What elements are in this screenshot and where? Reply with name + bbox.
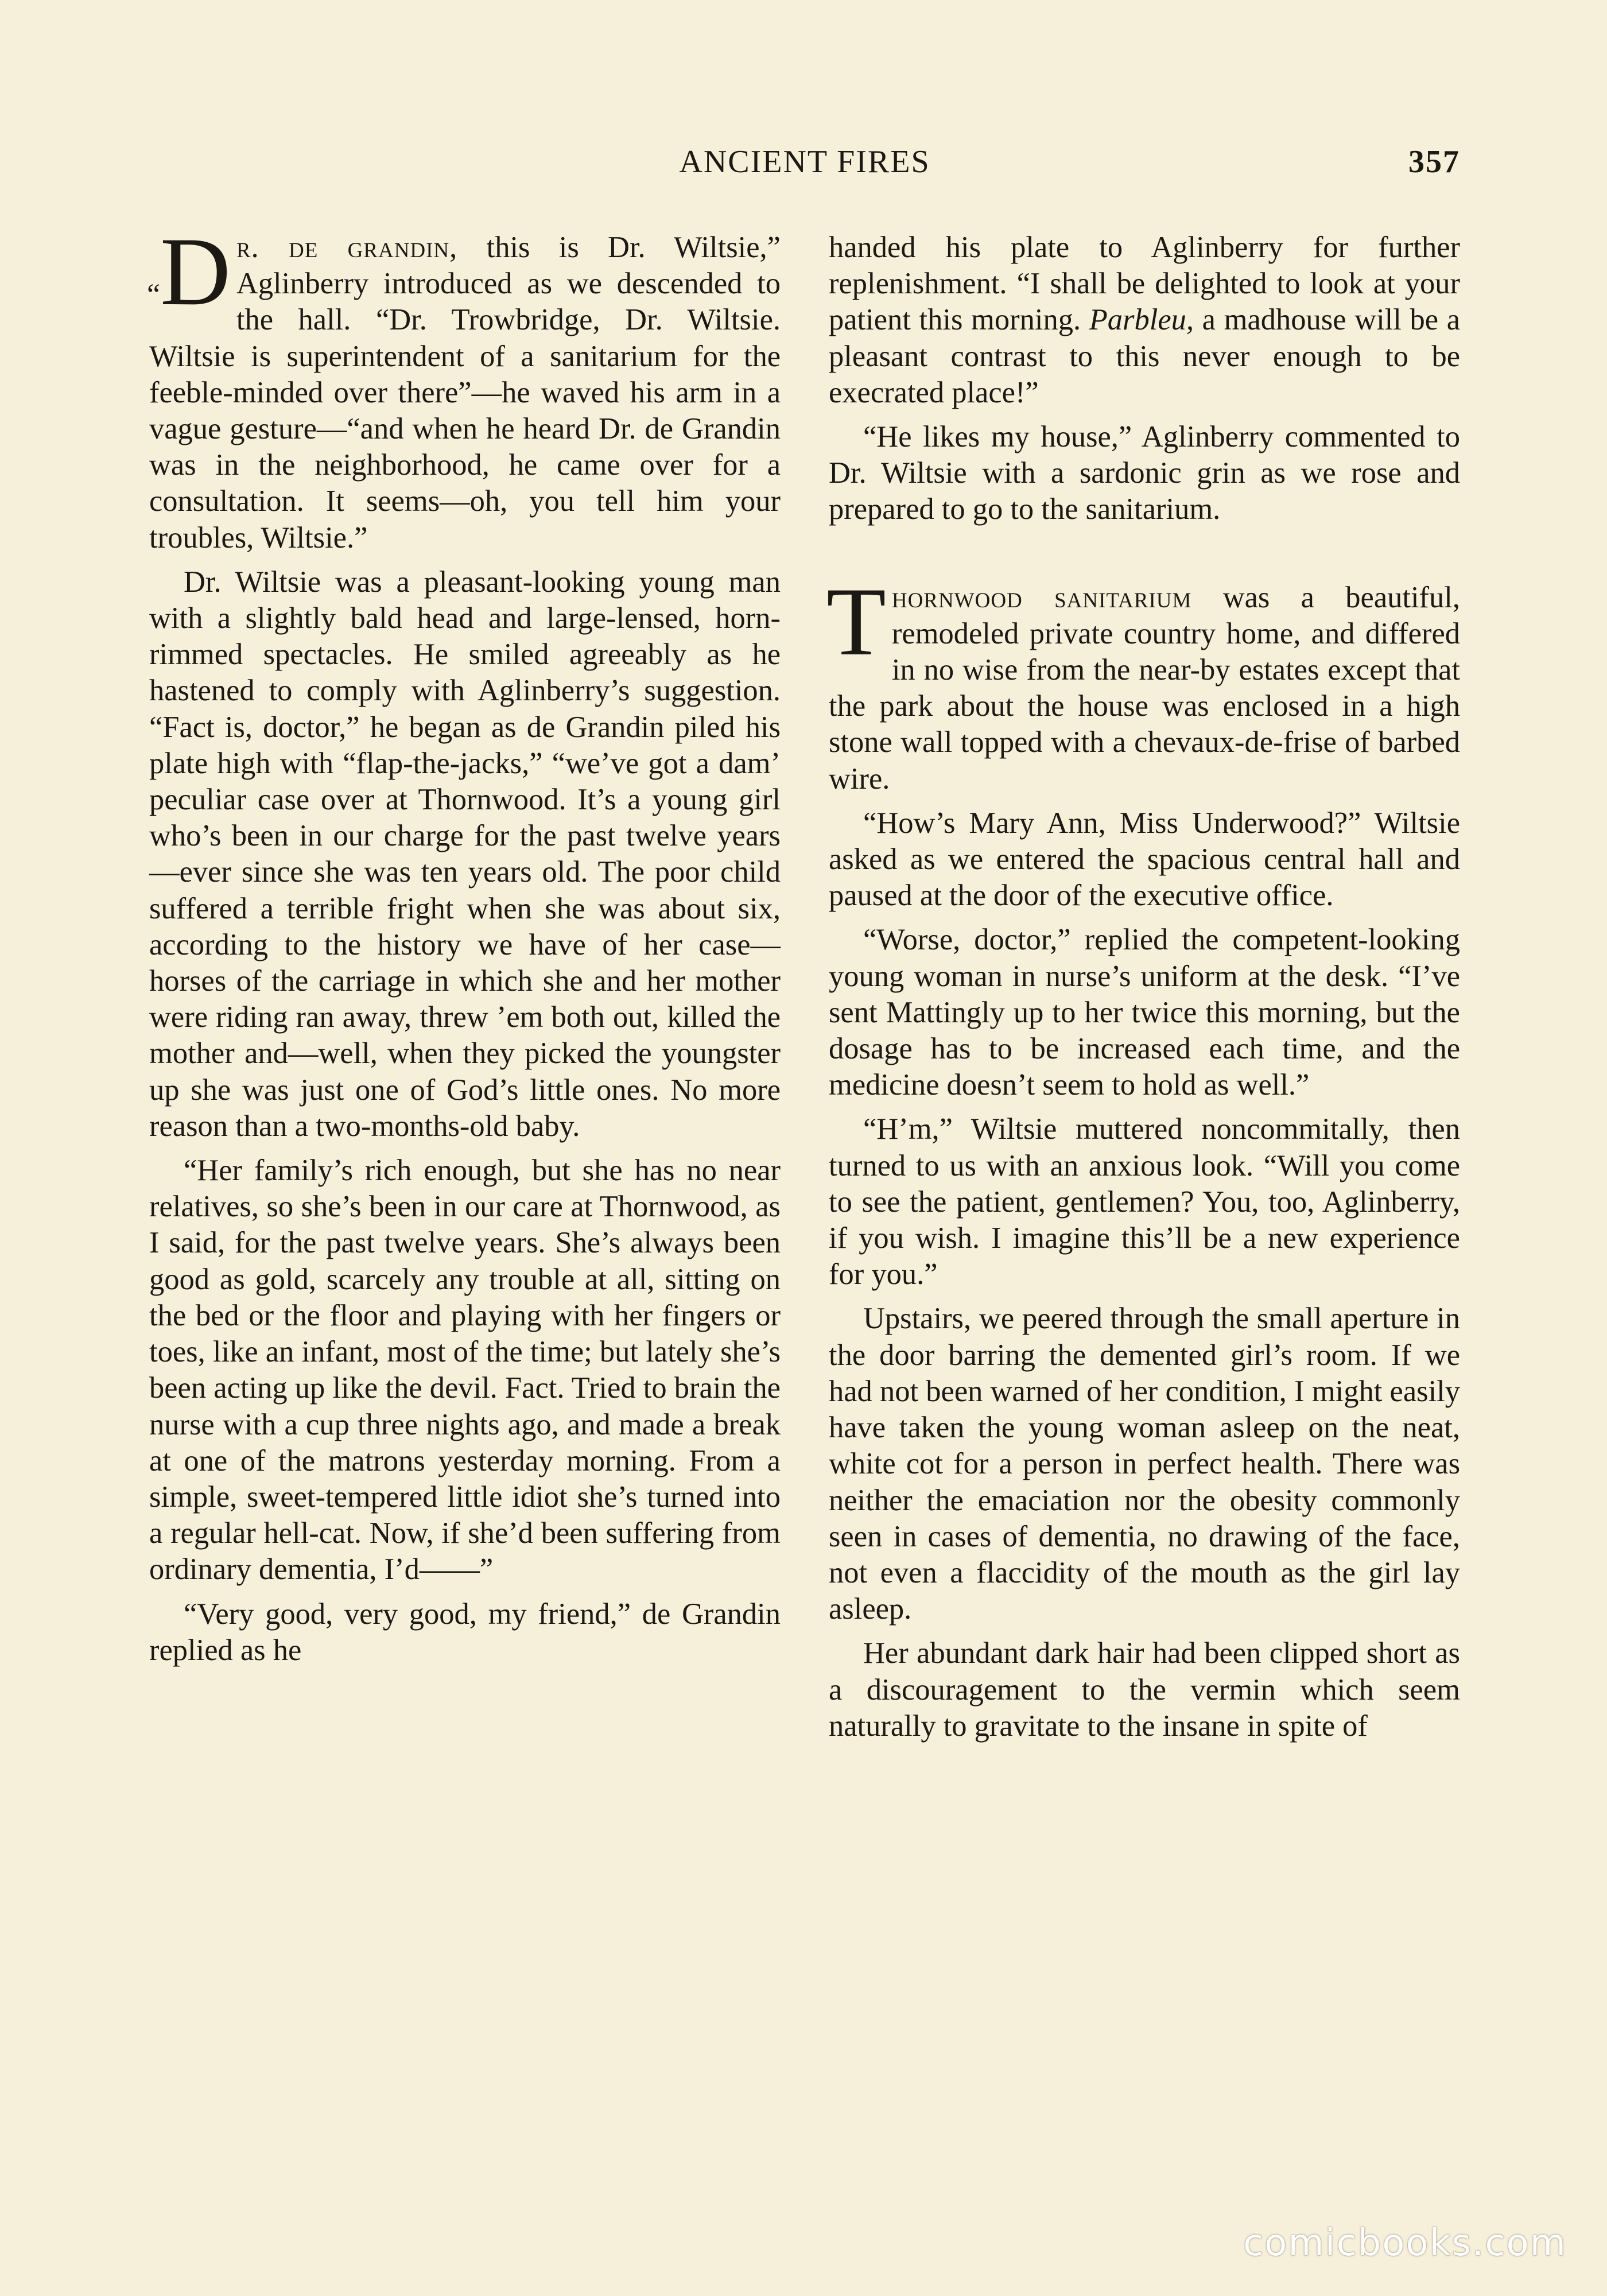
small-caps-lead: r. de grandin, (236, 231, 458, 264)
paragraph: “Her family’s rich enough, but she has no near relatives, so she’s been in our care at Thornwood, as I said, for the past twelve years. She’s always been good as gold, scarcely any trouble at all, sitting on the bed or the floor and playing with her fingers or toes, like an infant, most of the time; but lately she’s been acting up like the devil. Fact. Tried to brain the nurse with a cup three nights ago, and made a break at one of the matrons yesterday morning. From a simple, sweet-tempered little idiot she’s turned into a regular hell-cat. Now, if she’d been suffering from ordinary dementia, I’d——” (149, 1154, 781, 1587)
paragraph: “Very good, very good, my friend,” de Grandin replied as he (149, 1597, 781, 1667)
paragraph (826, 567, 1461, 797)
page-number: 357 (1408, 144, 1460, 180)
paragraph (147, 218, 781, 556)
paragraph: “He likes my house,” Aglinberry commented to Dr. Wiltsie with a sardonic grin as we rose and prepared to go to the sanitarium. (829, 420, 1460, 526)
paragraph-text: this is Dr. Wiltsie,” Aglinberry introduced as we descended to the hall. “Dr. Trowbridge, Dr. Wiltsie. Wiltsie is superintendent of a sanitarium for the feeble-minded over there”—he waved his arm in a vague gesture—“and when he heard Dr. de Grandin was in the neighborhood, he came over for a consultation. It seems—oh, you tell him your troubles, Wiltsie.” (149, 231, 781, 554)
paragraph: “H’m,” Wiltsie muttered noncommitally, then turned to us with an anxious look. “Will you come to see the patient, gentlemen? You, too, Aglinberry, if you wish. I imagine this’ll be a new experience for you.” (829, 1112, 1460, 1292)
paragraph: handed his plate to Aglinberry for further replenishment. “I shall be delighted to look at your patient this morning. Parbleu, a madhouse will be a pleasant contrast to this never enough to be execrated place!” (829, 231, 1461, 409)
text-columns (147, 218, 1461, 2158)
paragraph: Upstairs, we peered through the small aperture in the door barring the demented girl’s room. If we had not been warned of her condition, I might easily have taken the young woman asleep on the neat, white cot for a person in perfect health. There was neither the emaciation nor the obesity commonly seen in cases of dementia, no drawing of the face, not even a flaccidity of the mouth as the girl lay asleep. (829, 1302, 1460, 1626)
paragraph-text: was a beautiful, remodeled private country home, and differed in no wise from the near-by estates except that the park about the house was enclosed in a high stone wall topped with a chevaux-de-frise of barbed wire. (829, 580, 1461, 796)
small-caps-lead: hornwood sanitarium (891, 580, 1192, 614)
paragraph: Her abundant dark hair had been clipped short as a discouragement to the vermin which seem naturally to gravitate to the insane in spite of (829, 1636, 1460, 1743)
drop-cap: “D (147, 218, 231, 325)
left-column (147, 218, 781, 2158)
page-title: ANCIENT FIRES (679, 144, 930, 180)
drop-cap: T (826, 567, 886, 676)
italic-word: Parbleu, (1089, 303, 1194, 337)
paragraph: “Worse, doctor,” replied the competent-looking young woman in nurse’s uniform at the desk. “I’ve sent Mattingly up to her twice this morning, but the dosage has to be increased each time, and the medicine doesn’t seem to hold as well.” (829, 923, 1460, 1102)
watermark: comicbooks.com (1243, 2222, 1567, 2264)
paragraph: “How’s Mary Ann, Miss Underwood?” Wiltsie asked as we entered the spacious central hall and paused at the door of the executive office. (829, 806, 1460, 913)
paragraph: Dr. Wiltsie was a pleasant-looking young man with a slightly bald head and large-lensed, horn-rimmed spectacles. He smiled agreeably as he hastened to comply with Aglinberry’s suggestion. “Fact is, doctor,” he began as de Grandin piled his plate high with “flap-the-jacks,” “we’ve got a dam’ peculiar case over at Thornwood. It’s a young girl who’s been in our charge for the past twelve years—ever since she was ten years old. The poor child suffered a terrible fright when she was about six, according to the history we have of her case—horses of the carriage in which she and her mother were riding ran away, threw ’em both out, killed the mother and—well, when they picked the youngster up she was just one of God’s little ones. No more reason than a two-months-old baby. (149, 565, 781, 1143)
right-column (826, 230, 1461, 2158)
